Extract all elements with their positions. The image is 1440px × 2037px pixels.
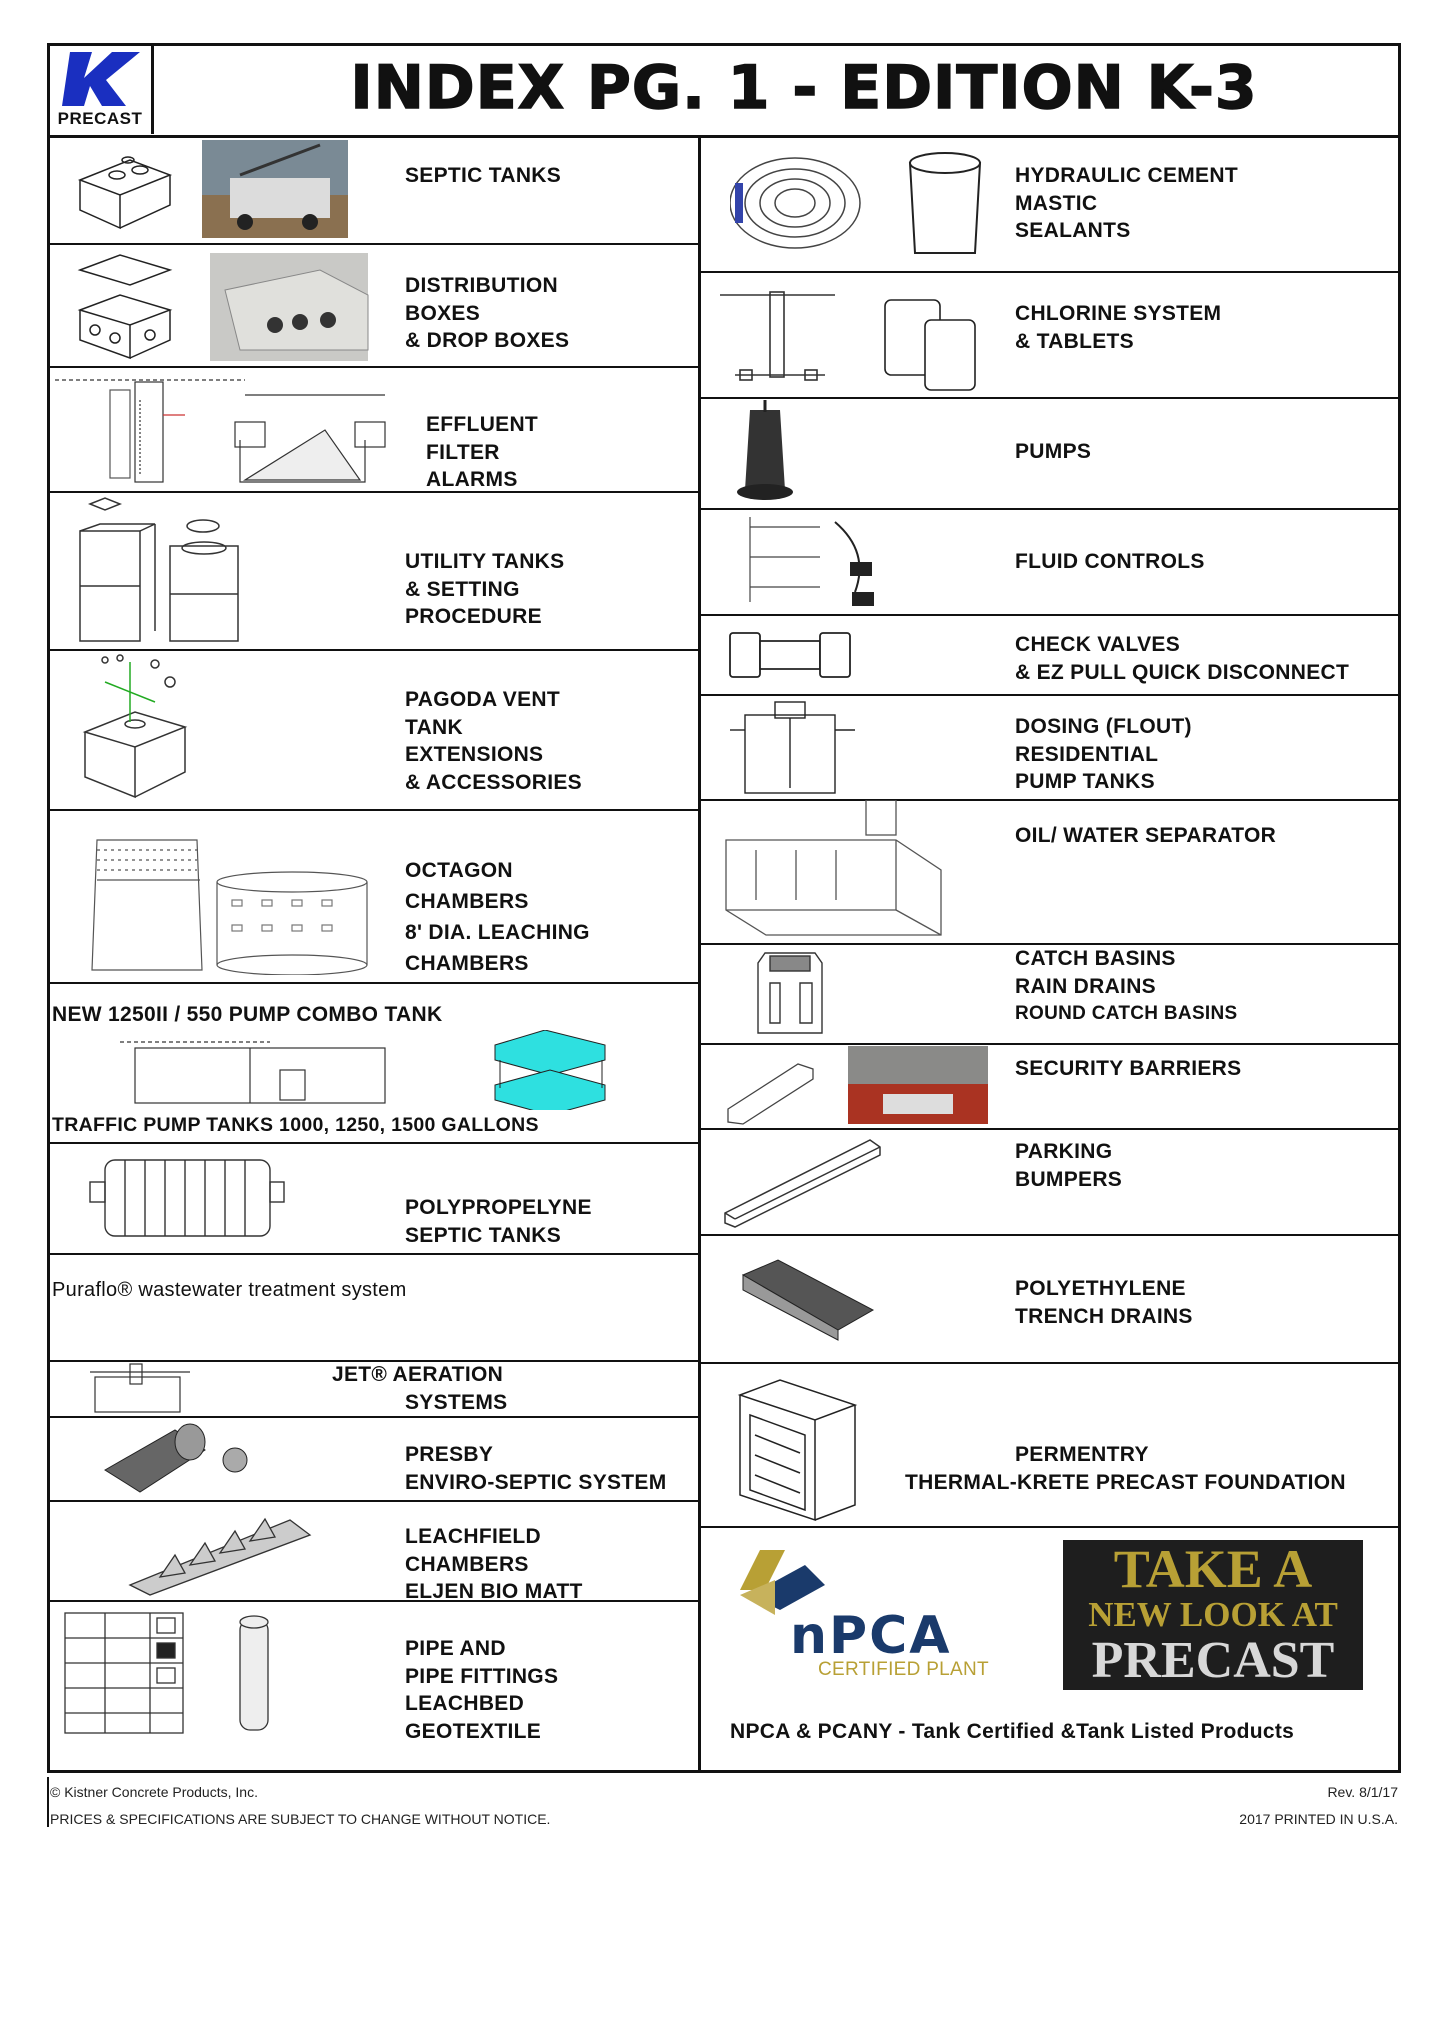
label-line: CHAMBERS bbox=[405, 952, 529, 975]
label-line: TANK bbox=[405, 715, 463, 739]
row-divider bbox=[47, 243, 699, 245]
label-line: GEOTEXTILE bbox=[405, 1719, 542, 1743]
label-line: BOXES bbox=[405, 301, 481, 325]
permentry-illustration bbox=[730, 1375, 880, 1525]
label-line: RESIDENTIAL bbox=[1015, 742, 1159, 766]
distribution-box-illustration bbox=[70, 250, 370, 362]
row-divider bbox=[699, 397, 1401, 399]
label-line: LEACHFIELD bbox=[405, 1525, 541, 1548]
kistner-logo bbox=[50, 46, 154, 134]
permentry-link[interactable] bbox=[905, 1441, 1355, 1496]
page-title: INDEX PG. 1 - EDITION K-3 bbox=[350, 53, 1258, 123]
jet-aeration-illustration bbox=[90, 1362, 190, 1414]
label-line: SECURITY BARRIERS bbox=[1015, 1057, 1242, 1080]
row-divider bbox=[47, 1416, 699, 1418]
row-divider bbox=[47, 982, 699, 984]
promo-line1: TAKE A bbox=[1113, 1539, 1313, 1599]
row-divider bbox=[699, 1128, 1401, 1130]
security-barriers-link[interactable] bbox=[1015, 1055, 1241, 1083]
label-line: & DROP BOXES bbox=[405, 329, 570, 352]
label-line: Puraflo® wastewater treatment system bbox=[52, 1279, 407, 1301]
pump-illustration bbox=[730, 400, 810, 504]
fluid-controls-link[interactable] bbox=[1015, 548, 1205, 576]
septic-tank-illustration bbox=[60, 140, 360, 240]
security-barrier-illustration bbox=[703, 1044, 988, 1126]
distribution-boxes-link[interactable] bbox=[405, 272, 569, 355]
row-divider bbox=[47, 809, 699, 811]
effluent-filter-link[interactable] bbox=[426, 411, 538, 494]
row-divider bbox=[47, 649, 699, 651]
oil-water-separator-link[interactable] bbox=[1015, 822, 1276, 850]
row-divider bbox=[699, 1526, 1401, 1528]
check-valves-link[interactable] bbox=[1015, 631, 1349, 686]
label-line: PROCEDURE bbox=[405, 605, 542, 628]
chlorine-system-illustration bbox=[720, 280, 980, 392]
label-line: NPCA & PCANY - Tank Certified &Tank Listed Products bbox=[730, 1720, 1295, 1743]
octagon-chambers-link[interactable] bbox=[405, 855, 590, 979]
label-line: PAGODA VENT bbox=[405, 688, 560, 711]
label-line: & ACCESSORIES bbox=[405, 770, 582, 794]
label-line: THERMAL-KRETE PRECAST FOUNDATION bbox=[905, 1470, 1346, 1494]
pagoda-vent-illustration bbox=[75, 652, 205, 802]
label-line: MASTIC bbox=[1015, 191, 1098, 215]
npca-certified-text: CERTIFIED PLANT bbox=[818, 1659, 989, 1680]
label-line: HYDRAULIC CEMENT bbox=[1015, 164, 1238, 187]
label-line: CHAMBERS bbox=[405, 1552, 529, 1576]
label-line: PIPE AND bbox=[405, 1637, 506, 1660]
chlorine-system-link[interactable] bbox=[1015, 300, 1221, 355]
row-divider bbox=[699, 508, 1401, 510]
label-line: ELJEN BIO MATT bbox=[405, 1580, 583, 1603]
row-divider bbox=[47, 1142, 699, 1144]
promo-banner bbox=[1063, 1540, 1363, 1690]
label-line: JET® AERATION bbox=[332, 1363, 504, 1386]
copyright-text: © Kistner Concrete Products, Inc. bbox=[50, 1784, 258, 1800]
k-logo-icon bbox=[62, 50, 142, 108]
label-line: EXTENSIONS bbox=[405, 743, 544, 766]
utility-tanks-link[interactable] bbox=[405, 548, 564, 631]
traffic-pump-tanks-link[interactable]: TRAFFIC PUMP TANKS 1000, 1250, 1500 GALLONS bbox=[52, 1114, 539, 1136]
label-line: ROUND CATCH BASINS bbox=[1015, 1003, 1238, 1024]
printed-text: 2017 PRINTED IN U.S.A. bbox=[1239, 1811, 1398, 1827]
dosing-tank-illustration bbox=[730, 700, 860, 795]
label-line: PRESBY bbox=[405, 1443, 494, 1466]
effluent-filter-illustration bbox=[55, 370, 425, 488]
pump-combo-tank-link[interactable]: NEW 1250II / 550 PUMP COMBO TANK bbox=[52, 1003, 443, 1026]
row-divider bbox=[47, 1253, 699, 1255]
label-line: 8' DIA. LEACHING bbox=[405, 921, 590, 944]
row-divider bbox=[699, 271, 1401, 273]
row-divider bbox=[47, 1600, 699, 1602]
catch-basins-link[interactable] bbox=[1015, 945, 1238, 1028]
label-line: OIL/ WATER SEPARATOR bbox=[1015, 824, 1277, 847]
check-valve-illustration bbox=[725, 623, 855, 687]
presby-pipe-illustration bbox=[95, 1420, 275, 1498]
label-line: PARKING bbox=[1015, 1140, 1113, 1163]
label-line: ALARMS bbox=[426, 468, 518, 491]
label-line: POLYPROPELYNE bbox=[405, 1196, 592, 1219]
label-line: & TABLETS bbox=[1015, 329, 1134, 353]
label-line: EFFLUENT bbox=[426, 413, 539, 436]
label-line: SEPTIC TANKS bbox=[405, 164, 562, 187]
octagon-chamber-illustration bbox=[82, 820, 372, 975]
pipe-fittings-illustration bbox=[60, 1608, 300, 1738]
label-line: FLUID CONTROLS bbox=[1015, 550, 1205, 573]
pump-combo-tank-illustration bbox=[120, 1030, 620, 1110]
label-line: POLYETHYLENE bbox=[1015, 1277, 1186, 1300]
label-line: CATCH BASINS bbox=[1015, 947, 1176, 970]
label-line: CHECK VALVES bbox=[1015, 633, 1181, 656]
parking-bumper-illustration bbox=[715, 1135, 895, 1235]
promo-line3: PRECAST bbox=[1091, 1632, 1335, 1689]
promo-line2: NEW LOOK AT bbox=[1088, 1595, 1338, 1634]
trench-drains-link[interactable] bbox=[1015, 1275, 1193, 1330]
label-line: & EZ PULL QUICK DISCONNECT bbox=[1015, 660, 1350, 684]
polypropylene-tank-illustration bbox=[85, 1152, 285, 1242]
dosing-pump-tanks-link[interactable] bbox=[1015, 713, 1192, 796]
label-line: RAIN DRAINS bbox=[1015, 974, 1156, 998]
presby-link[interactable] bbox=[405, 1441, 667, 1496]
row-divider bbox=[47, 366, 699, 368]
oil-water-separator-illustration bbox=[716, 800, 946, 940]
septic-tanks-link[interactable] bbox=[405, 162, 561, 190]
label-line: DOSING (FLOUT) bbox=[1015, 715, 1192, 738]
label-line: CHLORINE SYSTEM bbox=[1015, 302, 1222, 325]
row-divider bbox=[699, 694, 1401, 696]
row-divider bbox=[699, 1362, 1401, 1364]
utility-tank-illustration bbox=[70, 496, 250, 646]
footer-rule bbox=[47, 1777, 49, 1827]
catch-basin-illustration bbox=[750, 948, 830, 1038]
label-line: PERMENTRY bbox=[1015, 1443, 1149, 1466]
label-line: ENVIRO-SEPTIC SYSTEM bbox=[405, 1470, 667, 1494]
label-line: SYSTEMS bbox=[405, 1390, 508, 1414]
label-line: & SETTING bbox=[405, 577, 520, 601]
label-line: PUMPS bbox=[1015, 440, 1092, 463]
notice-text: PRICES & SPECIFICATIONS ARE SUBJECT TO CHANGE WITHOUT NOTICE. bbox=[50, 1811, 551, 1827]
label-line: BUMPERS bbox=[1015, 1167, 1123, 1191]
hydraulic-cement-link[interactable] bbox=[1015, 162, 1238, 245]
jet-aeration-link[interactable] bbox=[332, 1361, 508, 1416]
polypropylene-link[interactable] bbox=[405, 1194, 592, 1249]
revision-text: Rev. 8/1/17 bbox=[1327, 1784, 1398, 1800]
label-line: OCTAGON bbox=[405, 859, 513, 882]
label-line: SEALANTS bbox=[1015, 219, 1131, 242]
label-line: CHAMBERS bbox=[405, 890, 529, 913]
row-divider bbox=[47, 491, 699, 493]
label-line: FILTER bbox=[426, 440, 500, 464]
row-divider bbox=[47, 1500, 699, 1502]
parking-bumpers-link[interactable] bbox=[1015, 1138, 1122, 1193]
puraflo-link[interactable] bbox=[52, 1277, 407, 1305]
npca-wordmark: nPCA bbox=[790, 1606, 952, 1666]
row-divider bbox=[699, 614, 1401, 616]
label-line: PIPE FITTINGS bbox=[405, 1664, 559, 1688]
npca-pcany-link[interactable] bbox=[730, 1718, 1294, 1746]
trench-drain-illustration bbox=[738, 1255, 878, 1341]
label-line: PUMP TANKS bbox=[1015, 770, 1155, 793]
pumps-link[interactable] bbox=[1015, 438, 1091, 466]
fluid-controls-illustration bbox=[730, 512, 890, 610]
label-line: TRENCH DRAINS bbox=[1015, 1304, 1193, 1328]
leachfield-chamber-illustration bbox=[120, 1505, 330, 1597]
label-line: DISTRIBUTION bbox=[405, 274, 558, 297]
pagoda-vent-link[interactable] bbox=[405, 686, 582, 796]
logo-text: PRECAST bbox=[57, 109, 143, 128]
label-line: SEPTIC TANKS bbox=[405, 1223, 562, 1247]
label-line: LEACHBED bbox=[405, 1692, 525, 1715]
sealant-illustration bbox=[730, 143, 990, 265]
leachfield-link[interactable] bbox=[405, 1523, 583, 1606]
header-bar bbox=[47, 43, 1401, 138]
label-line: UTILITY TANKS bbox=[405, 550, 565, 573]
pipe-fittings-link[interactable] bbox=[405, 1635, 558, 1745]
